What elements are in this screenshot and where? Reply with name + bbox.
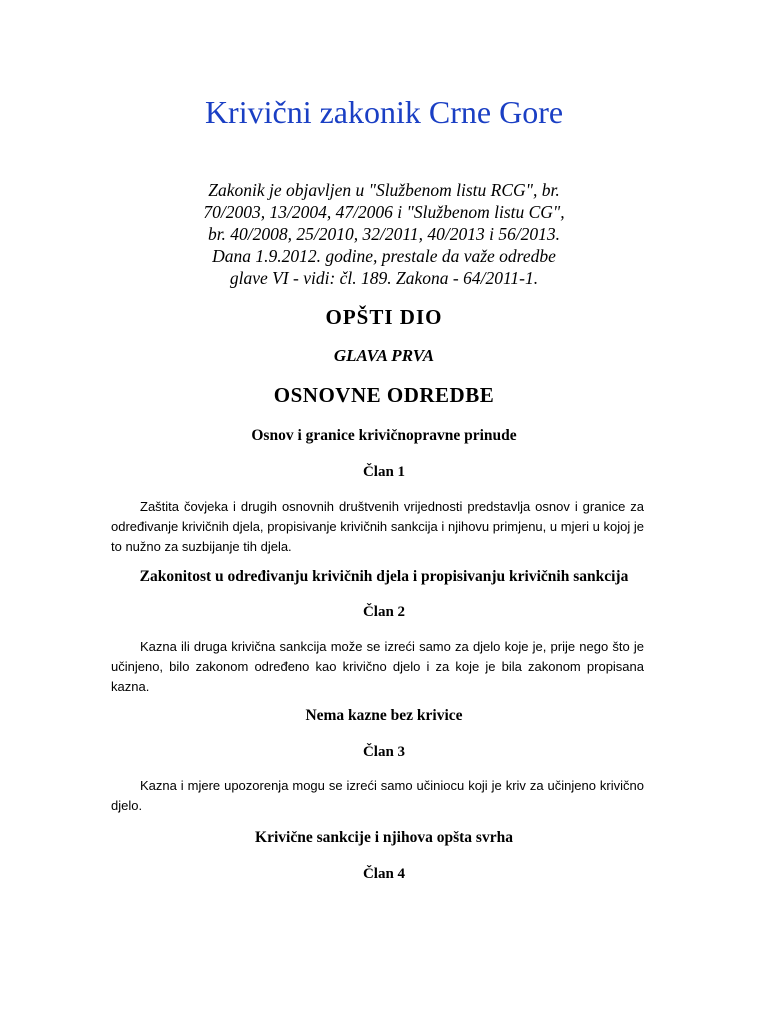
publication-note-line: Dana 1.9.2012. godine, prestale da važe odredbe <box>212 246 556 266</box>
article-heading: Zakonitost u određivanju krivičnih djela i propisivanju krivičnih sankcija <box>139 568 629 585</box>
publication-note-line: br. 40/2008, 25/2010, 32/2011, 40/2013 i 56/2013. <box>207 224 561 244</box>
publication-note <box>184 179 584 289</box>
article-number: Član 3 <box>362 744 406 760</box>
document-title: Krivični zakonik Crne Gore <box>204 94 564 130</box>
publication-note-line: 70/2003, 13/2004, 47/2006 i "Službenom listu CG", <box>203 202 565 222</box>
article-text: Zaštita čovjeka i drugih osnovnih društvenih vrijednosti predstavlja osnov i granice za određivanje krivičnih djela, propisivanje krivičnih sankcija i njihovu primjenu, u mjeri u kojoj je to nužno za suzbijanje tih djela. <box>111 499 644 554</box>
chapter-title: GLAVA PRVA <box>333 346 435 365</box>
publication-note-line: glave VI - vidi: čl. 189. Zakona - 64/2011-1. <box>229 268 539 288</box>
article-number: Član 2 <box>362 604 406 620</box>
article-number: Član 4 <box>362 866 406 882</box>
publication-note-line: Zakonik je objavljen u "Službenom listu RCG", br. <box>208 180 560 200</box>
article-heading: Osnov i granice krivičnopravne prinude <box>251 427 517 444</box>
article-heading: Krivične sankcije i njihova opšta svrha <box>255 829 513 846</box>
section-title: OSNOVNE ODREDBE <box>273 383 495 407</box>
article-number: Član 1 <box>362 464 406 480</box>
article-text: Kazna ili druga krivična sankcija može se izreći samo za djelo koje je, prije nego što je učinjeno, bilo zakonom određeno kao krivično djelo i za koje je bila zakonom propisana kazna. <box>111 639 644 694</box>
article-heading: Nema kazne bez krivice <box>305 707 463 724</box>
article-text: Kazna i mjere upozorenja mogu se izreći samo učiniocu koji je kriv za učinjeno krivično djelo. <box>111 778 644 813</box>
part-title: OPŠTI DIO <box>325 305 443 329</box>
